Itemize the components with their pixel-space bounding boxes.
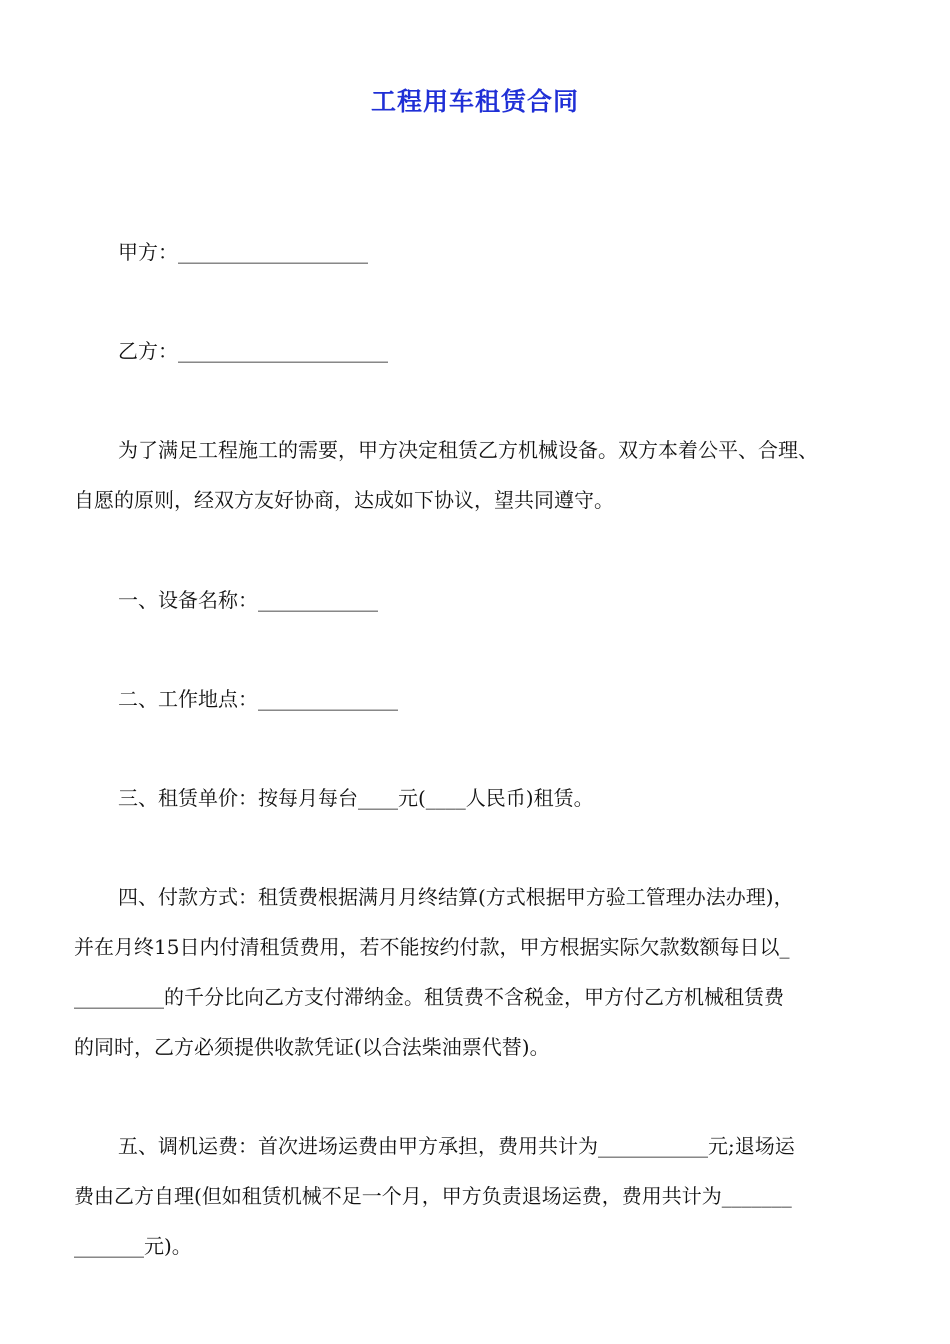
clause-payment-line-4: 的同时，乙方必须提供收款凭证(以合法柴油票代替)。 xyxy=(74,1035,550,1059)
clause-payment-line-2: 并在月终15日内付清租赁费用，若不能按约付款，甲方根据实际欠款数额每日以_ xyxy=(74,935,790,959)
clause-payment-line-3: _________的千分比向乙方支付滞纳金。租赁费不含税金，甲方付乙方机械租赁费 xyxy=(74,985,784,1009)
clause-work-location: 二、工作地点：______________ xyxy=(118,687,398,711)
intro-line-1: 为了满足工程施工的需要，甲方决定租赁乙方机械设备。双方本着公平、合理、 xyxy=(118,438,818,462)
clause-payment-line-1: 四、付款方式：租赁费根据满月月终结算(方式根据甲方验工管理办法办理)， xyxy=(118,885,794,909)
clause-transport-line-2: 费由乙方自理(但如租赁机械不足一个月，甲方负责退场运费，费用共计为_______ xyxy=(74,1184,792,1208)
party-b-line: 乙方：_____________________ xyxy=(118,339,388,363)
intro-line-2: 自愿的原则，经双方友好协商，达成如下协议，望共同遵守。 xyxy=(74,488,614,512)
clause-equipment-name: 一、设备名称：____________ xyxy=(118,588,378,612)
clause-transport-line-1: 五、调机运费：首次进场运费由甲方承担，费用共计为___________元;退场运 xyxy=(118,1134,795,1158)
party-a-line: 甲方：___________________ xyxy=(118,240,368,264)
document-title: 工程用车租赁合同 xyxy=(370,87,579,116)
clause-transport-line-3: _______元)。 xyxy=(74,1234,192,1258)
clause-rental-price: 三、租赁单价：按每月每台____元(____人民币)租赁。 xyxy=(118,786,594,810)
